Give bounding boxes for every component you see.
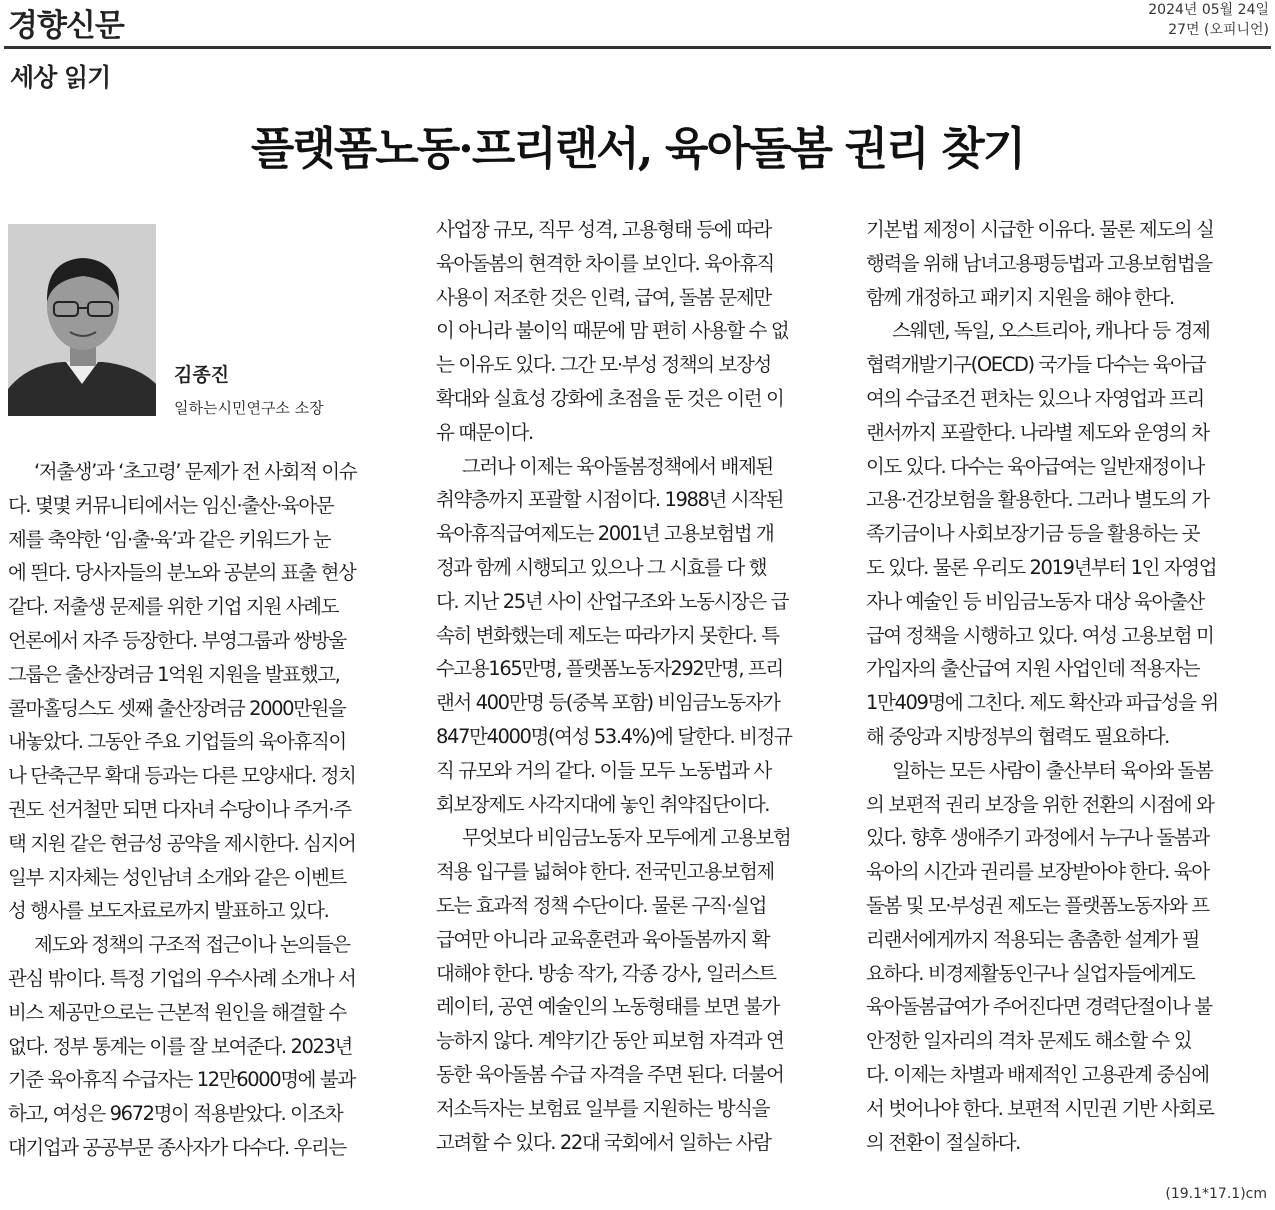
article-line: ‘저출생’과 ‘초고령’ 문제가 전 사회적 이슈 (34, 460, 357, 483)
publication-meta (1148, 0, 1269, 40)
article-line: 육아휴직급여제도는 2001년 고용보험법 개 (436, 522, 774, 546)
masthead-divider (4, 46, 1271, 49)
article-line: 능하지 않다. 계약기간 동안 피보험 자격과 연 (436, 1029, 784, 1053)
article-line: 이 아니라 불이익 때문에 맘 편히 사용할 수 없 (436, 319, 789, 343)
article-line: 내놓았다. 그동안 주요 기업들의 육아휴직이 (8, 730, 346, 754)
article-line: 1만409명에 그친다. 제도 확산과 파급성을 위 (866, 691, 1218, 715)
article-line: 일부 지자체는 성인남녀 소개와 같은 이벤트 (8, 865, 346, 889)
article-line: 있다. 향후 생애주기 과정에서 누구나 돌봄과 (866, 826, 1209, 850)
article-line: 의 전환이 절실하다. (866, 1130, 1020, 1154)
article-line: 비스 제공만으로는 근본적 원인을 해결할 수 (8, 1000, 346, 1024)
article-line: 기본법 제정이 시급한 이유다. 물론 제도의 실 (866, 218, 1214, 241)
article-line: 급여만 아니라 교육훈련과 육아돌봄까지 확 (436, 927, 770, 951)
article-line: 회보장제도 사각지대에 놓인 취약집단이다. (436, 792, 770, 816)
article-line: 에 띈다. 당사자들의 분노와 공분의 표출 현상 (8, 561, 356, 585)
article-line: 여의 수급조건 편차는 있으나 자영업과 프리 (866, 386, 1204, 410)
article-line: 성 행사를 보도자료로까지 발표하고 있다. (8, 899, 329, 923)
article-line: 족기금이나 사회보장기금 등을 활용하는 곳 (866, 522, 1200, 546)
article-line: 사업장 규모, 직무 성격, 고용형태 등에 따라 (436, 218, 771, 241)
article-line: 의 보편적 권리 보장을 위한 전환의 시점에 와 (866, 792, 1214, 816)
article-line: 는 이유도 있다. 그간 모·부성 정책의 보장성 (436, 353, 771, 377)
author-photo (8, 224, 156, 416)
article-line: 적용 입구를 넓혀야 한다. 전국민고용보험제 (436, 860, 774, 884)
article-line: 육아의 시간과 권리를 보장받아야 한다. 육아 (866, 860, 1209, 884)
article-line: 육아돌봄급여가 주어진다면 경력단절이나 불 (866, 995, 1212, 1019)
article-line: 랜서 400만명 등(중복 포함) 비임금노동자가 (436, 691, 780, 715)
article-line: 택 지원 같은 현금성 공약을 제시한다. 심지어 (8, 831, 356, 855)
article-line: 확대와 실효성 강화에 초점을 둔 것은 이런 이 (436, 386, 784, 410)
article-line: 권도 선거철만 되면 다자녀 수당이나 주거·주 (8, 797, 351, 821)
article-line: 육아돌봄의 현격한 차이를 보인다. 육아휴직 (436, 251, 774, 275)
article-line: 고용·건강보험을 활용한다. 그러나 별도의 가 (866, 488, 1209, 512)
article-line: 나 단축근무 확대 등과는 다른 모양새다. 정치 (8, 764, 356, 788)
article-line: 수고용165만명, 플랫폼노동자292만명, 프리 (436, 657, 783, 681)
article-line: 급여 정책을 시행하고 있다. 여성 고용보험 미 (866, 623, 1214, 647)
article-line: 고려할 수 있다. 22대 국회에서 일하는 사람 (436, 1130, 771, 1154)
article-line: 레이터, 공연 예술인의 노동형태를 보면 불가 (436, 995, 779, 1019)
article-line: 이도 있다. 다수는 육아급여는 일반재정이나 (866, 454, 1204, 478)
article-line: 사용이 저조한 것은 인력, 급여, 돌봄 문제만 (436, 285, 771, 309)
article-line: 취약층까지 포괄할 시점이다. 1988년 시작된 (436, 488, 784, 512)
article-line: 직 규모와 거의 같다. 이들 모두 노동법과 사 (436, 758, 771, 782)
article-line: 제도와 정책의 구조적 접근이나 논의들은 (34, 933, 350, 957)
article-line: 협력개발기구(OECD) 국가들 다수는 육아급 (866, 353, 1206, 377)
publication-date: 2024년 05월 24일 (1148, 2, 1269, 18)
article-line: 도는 효과적 정책 수단이다. 물론 구직·실업 (436, 893, 767, 917)
article-line: 해 중앙과 지방정부의 협력도 필요하다. (866, 724, 1169, 748)
article-line: 서 벗어나야 한다. 보편적 시민권 기반 사회로 (866, 1096, 1214, 1120)
article-line: 대기업과 공공부문 종사자가 다수다. 우리는 (8, 1135, 346, 1159)
article-line: 정과 함께 시행되고 있으나 그 시효를 다 했 (436, 555, 767, 579)
article-line: 다. 몇몇 커뮤니티에서는 임신·출산·육아문 (8, 493, 334, 517)
article-line: 리랜서에게까지 적용되는 촘촘한 설계가 필 (866, 927, 1200, 951)
article-line: 제를 축약한 ‘임·출·육’과 같은 키워드가 눈 (8, 527, 331, 551)
author-title: 일하는시민연구소 소장 (174, 399, 324, 417)
article-line: 그룹은 출산장려금 1억원 지원을 발표했고, (8, 662, 340, 686)
article-line: 대해야 한다. 방송 작가, 각종 강사, 일러스트 (436, 961, 776, 985)
article-line: 847만4000명(여성 53.4%)에 달한다. 비정규 (436, 724, 792, 748)
article-line: 관심 밖이다. 특정 기업의 우수사례 소개나 서 (8, 966, 356, 990)
article-line: 함께 개정하고 패키지 지원을 해야 한다. (866, 285, 1174, 309)
article-line: 기준 육아휴직 수급자는 12만6000명에 불과 (8, 1068, 355, 1092)
article-size: (19.1*17.1)cm (1165, 1186, 1267, 1202)
publication-page: 27면 (오피니언) (1168, 22, 1269, 38)
author-photo-illustration (8, 224, 156, 416)
article-line: 속히 변화했는데 제도는 따라가지 못한다. 특 (436, 623, 779, 647)
article-line: 일하는 모든 사람이 출산부터 육아와 돌봄 (892, 758, 1213, 782)
article-line: 없다. 정부 통계는 이를 잘 보여준다. 2023년 (8, 1034, 352, 1058)
article-column-2 (436, 213, 836, 1159)
article-column-3 (866, 213, 1266, 1159)
article-line: 같다. 저출생 문제를 위한 기업 지원 사례도 (8, 595, 339, 619)
article-line: 안정한 일자리의 격차 문제도 해소할 수 있 (866, 1029, 1192, 1053)
article-line: 그러나 이제는 육아돌봄정책에서 배제된 (462, 454, 773, 478)
article-headline: 플랫폼노동·프리랜서, 육아돌봄 권리 찾기 (250, 122, 1025, 175)
article-line: 언론에서 자주 등장한다. 부영그룹과 쌍방울 (8, 628, 346, 652)
article-line: 랜서까지 포괄한다. 나라별 제도와 운영의 차 (866, 420, 1209, 444)
article-line: 다. 지난 25년 사이 산업구조와 노동시장은 급 (436, 589, 789, 613)
article-line: 도 있다. 물론 우리도 2019년부터 1인 자영업 (866, 555, 1217, 579)
section-title: 세상 읽기 (10, 63, 111, 92)
article-line: 자나 예술인 등 비임금노동자 대상 육아출산 (866, 589, 1204, 613)
article-line: 행력을 위해 남녀고용평등법과 고용보험법을 (866, 251, 1212, 275)
article-line: 다. 이제는 차별과 배제적인 고용관계 중심에 (866, 1062, 1209, 1086)
article-line: 저소득자는 보험료 일부를 지원하는 방식을 (436, 1096, 770, 1120)
article-line: 스웨덴, 독일, 오스트리아, 캐나다 등 경제 (892, 319, 1210, 343)
author-name: 김종진 (174, 364, 230, 386)
article-line: 콜마홀딩스도 셋째 출산장려금 2000만원을 (8, 696, 346, 720)
article-line: 돌봄 및 모·부성권 제도는 플랫폼노동자와 프 (866, 893, 1209, 917)
article-line: 요하다. 비경제활동인구나 실업자들에게도 (866, 961, 1195, 985)
article-line: 동한 육아돌봄 수급 자격을 주면 된다. 더불어 (436, 1062, 784, 1086)
article-line: 무엇보다 비임금노동자 모두에게 고용보험 (462, 826, 791, 850)
article-column-1 (8, 455, 408, 1165)
newspaper-masthead: 경향신문 (8, 8, 124, 44)
article-line: 유 때문이다. (436, 420, 533, 444)
article-line: 하고, 여성은 9672명이 적용받았다. 이조차 (8, 1102, 343, 1126)
article-line: 가입자의 출산급여 지원 사업인데 적용자는 (866, 657, 1200, 681)
